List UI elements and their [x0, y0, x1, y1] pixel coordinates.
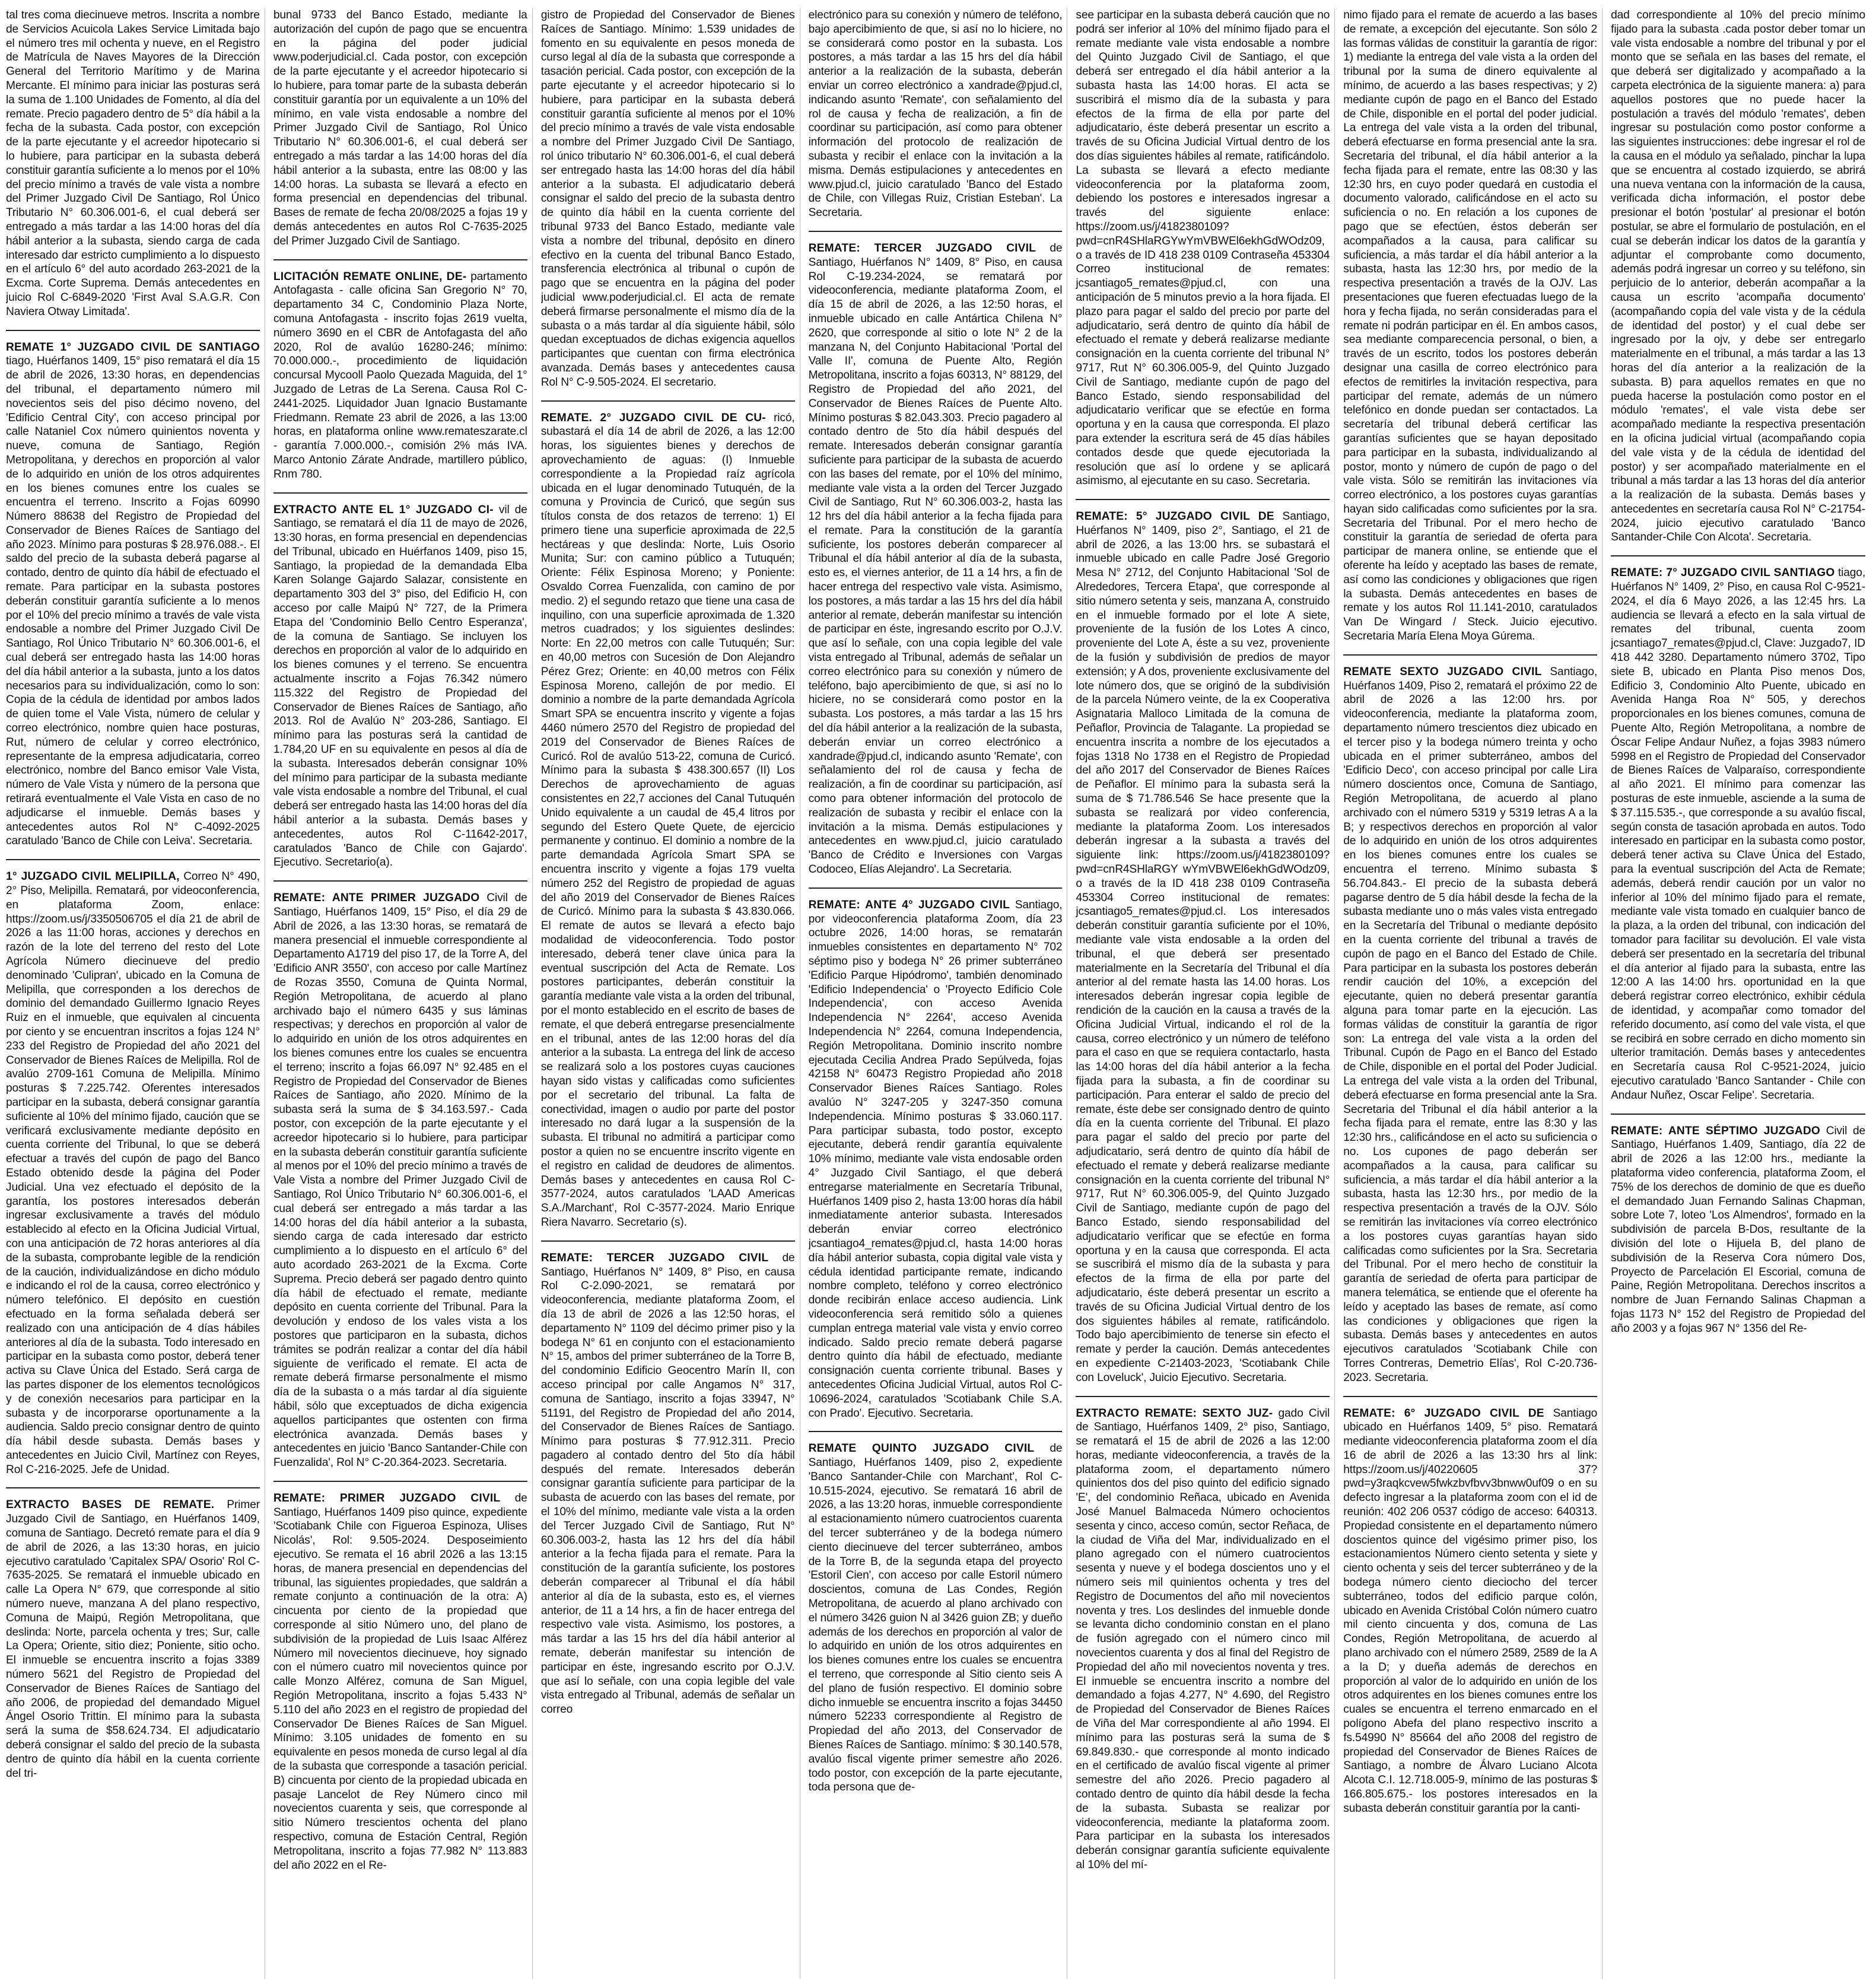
legal-notice — [541, 8, 795, 390]
notice-body: dad correspondiente al 10% del precio mínimo fijado para la subasta .cada postor deber tomar un vale vista endosable a nombre del tribunal y por el monto que se señala en las bases del remate, el que deberá ser digitalizado y acompañado a la carpeta electrónica de la siguiente manera: a) para aquellos postores que no puede hacer la postulación a través del módulo 'remates', deben ingresar su postulación como postor conforme a las siguientes instrucciones: debe ingresar el rol de la causa en el módulo ya señalado, pinchar la lupa que se encuentra al costado izquierdo, se abrirá una nueva ventana con la información de la causa, verificada dicha información, el postor debe presionar el botón 'postular' al presionar el botón postular, se abre el formulario de postulación, en el cual se deberán indicar los datos de la garantía y adjuntar el comprobante como documento, además podrá ingresar un correo y su teléfono, sin perjuicio de lo anterior, deberán acompañar a la causa un escrito 'acompaña documento' (acompañando copia del vale vista y de la cédula de identidad del postor) y el cual debe ser ingresado por la ojv, y debe ser entregarlo materialmente en el tribunal, a más tardar a las 13 horas del día anterior a la realización de la subasta. B) para aquellos remates en que no pueda hacerse la postulación como postor en el módulo 'remates', el vale vista debe ser acompañado mediante la respectiva presentación en la oficina judicial virtual (acompañando copia del vale vista y de la cédula de identidad del postor) y ser acompañado materialmente en el tribunal a más tardar a las 13 horas del día anterior a la realización de la subasta. Demás bases y antecedentes en secretaría causa Rol N° C-21754-2024, juicio ejecutivo caratulado 'Banco Santander-Chile Con Alcota'. Secretaria. — [1611, 9, 1865, 544]
notice-divider — [274, 259, 527, 260]
notice-body: Santiago, Huérfanos 1409, Piso 2, rematará el próximo 22 de abril de 2026 a las 12:00 hrs. por videoconferencia, mediante la plataforma zoom, departamento número trescientos diez ubicado en el tercer piso y la bodega número treinta y ocho ubicada en el primer subterráneo, ambos del 'Edificio Deco', con acceso principal por calle Lira número doscientos once, Comuna de Santiago, Región Metropolitana, de acuerdo al plano archivado con el número 5319 y 5319 letras A a la B; y respectivos derechos en proporción al valor de lo adquirido en unión de los otros adquirentes en los bienes comunes entre los cuales se encuentra el terreno. Mínimo subasta $ 56.704.843.- El precio de la subasta deberá pagarse dentro de 5 día hábil desde la fecha de la subasta mediante uno o más vales vista entregado en la Secretaría del Tribunal o mediante depósito en la cuenta corriente del tribunal a través de cupón de pago en el Banco del Estado de Chile. Para participar en la subasta los postores deberán rendir caución del 10%, a excepción del ejecutante, quien no deberá presentar garantía alguna para tomar parte en la ejecución. Las formas válidas de constituir la garantía de rigor son: La entrega del vale vista a la orden del Tribunal. Cupón de Pago en el Banco del Estado de Chile, disponible en el portal del Poder Judicial. La entrega del vale vista a la orden del Tribunal, deberá efectuarse en forma presencial ante la Sra. Secretaria del Tribunal el día hábil anterior a la fecha fijada para el remate, entre las 8:30 y las 12:30 hrs., calificándose en el acto su suficiencia o no. Los cupones de pago deberán ser acompañados a la causa, para calificar su suficiencia, a más tardar el día hábil anterior a la subasta, hasta las 12:30 hrs., por medio de la respectiva presentación a través de la OJV. Sólo se remitirán las invitaciones vía correo electrónico a los postores cuyas garantías hayan sido calificadas como suficientes por la Sra. Secretaria del Tribunal. Por el mero hecho de constituir la garantía de seriedad de oferta para participar de manera telemática, se entiende que el oferente ha leído y aceptado las bases de remate, así como las condiciones y obligaciones que rigen la subasta. Demás bases y antecedentes en autos ejecutivos caratulados 'Scotiabank Chile con Torres Contreras, Demetrio Elías', Rol C-20.736-2023. Secretaria. — [1343, 665, 1598, 1384]
notice-body: de Santiago, Huérfanos 1409 piso quince, expediente 'Scotiabank Chile con Figueroa Espinoza, Ulises Nicolás', Rol: 9.505-2024. Desposeimiento ejecutivo. Se remata el 16 abril 2026 a las 13:15 horas, de manera presencial en dependencias del tribunal, las siguientes propiedades, que saldrán a remate conjunto a continuación de la otra: A) cincuenta por ciento de la propiedad que corresponde al sitio Número uno, del plano de subdivisión de la propiedad de Luis Isaac Alférez Número mil novecientos diecinueve, hoy signado con el número cuatro mil novecientos quince por calle Monzo Alférez, comuna de San Miguel, Región Metropolitana, inscrito a fojas 5.433 N° 5.110 del año 2023 en el registro de propiedad del Conservador De Bienes Raíces de San Miguel. Mínimo: 3.105 unidades de fomento en su equivalente en pesos moneda de curso legal al día de la subasta que corresponde a tasación pericial. B) cincuenta por ciento de la propiedad ubicada en pasaje Lancelot de Rey Número cinco mil novecientos cuarenta y seis, que corresponde al sitio Número trescientos ochenta del plano respectivo, comuna de Estación Central, Región Metropolitana, inscrito a fojas 77.982 N° 113.883 del año 2022 en el Re- — [273, 1491, 527, 1872]
notice-divider — [274, 492, 527, 494]
notice-divider — [6, 1487, 260, 1488]
notice-divider — [809, 887, 1063, 889]
notice-heading: REMATE. 2° JUZGADO CIVIL DE CU- — [540, 411, 766, 424]
notice-body: gado Civil de Santiago, Huérfanos 1409, 2° piso, Santiago, se rematará el 15 de abril de 2026 a las 12:00 horas, mediante videoconferencia, a través de la plataforma zoom, el departamento número quinientos dos del piso quinto del edificio signado 'E', del condominio Reñaca, ubicado en Avenida José Manuel Balmaceda Número ochocientos sesenta y cinco, acceso común, sector Reñaca, de la ciudad de Viña del Mar, individualizado en el plano agregado con el número cuatrocientos sesenta y nueve y el bodega doscientos uno y el número seis mil quinientos ochenta y tres del Registro de Documentos del año mil novecientos noventa y tres. Los deslindes del inmueble donde se levanta dicho condominio constan en el plano de fusión agregado con el número cinco mil novecientos cuarenta y dos al final del Registro de Propiedad del año mil novecientos noventa y tres. El inmueble se encuentra inscrito a nombre del demandado a fojas 4.277, N° 4.690, del Registro de Propiedad del Conservador de Bienes Raíces de Viña del Mar correspondiente al año 1994. El mínimo para las posturas será la suma de $ 69.849.830.- que corresponde al monto indicado en el certificado de avalúo fiscal vigente al primer semestre del año 2026. Precio pagadero al contado dentro de quinto día hábil desde la fecha de la subasta. Subasta se realizar por videoconferencia, mediante la plataforma zoom. Para participar en la subasta los interesados deberán consignar garantía suficiente equivalente al 10% del mí- — [1076, 1407, 1330, 1871]
legal-notice — [1343, 8, 1597, 644]
notice-body: ricó, subastará el día 14 de abril de 2026, a las 12:00 horas, los siguientes bienes y derechos de aprovechamiento de aguas: (I) Inmueble correspondiente a la Propiedad raíz agrícola ubicada en el lugar denominado Tutuquén, de la comuna y Provincia de Curicó, que según sus títulos consta de dos retazos de terreno: 1) El primero tiene una superficie aproximada de 22,5 hectáreas y que deslinda: Norte, Luis Osorio Munita; Sur: con camino público a Tutuquén; Oriente: Félix Espinosa Moreno; y Poniente: Osvaldo Correa Fuenzalida, con camino de por medio. 2) el segundo retazo que tiene una casa de inquilino, con una superficie aproximada de 1.320 metros cuadrados; y los siguientes deslindes: Norte: En 22,00 metros con calle Tutuquén; Sur: en 40,00 metros con Sucesión de Don Alejandro Pérez Grez; Oriente: en 40,00 metros con Félix Espinosa Moreno, callejón de por medio. El dominio a nombre de la parte demandada Agrícola Smart SPA se encuentra inscrito y vigente a fojas 4460 número 2570 del Registro de propiedad del 2019 del Conservador de Bienes Raíces de Curicó. Rol de avalúo 513-22, comuna de Curicó. Mínimo para la subasta $ 438.300.657 (II) Los Derechos de aprovechamiento de aguas consistentes en 22,7 acciones del Canal Tutuquén Unido equivalente a un caudal de 45,4 litros por segundo del Estero Quete Quete, de ejercicio permanente y continuo. El dominio a nombre de la parte demandada Agrícola Smart SPA se encuentra inscrito y vigente a fojas 179 vuelta número 252 del Registro de propiedad de aguas del año 2019 del Conservador de Bienes Raíces de Curicó. Mínimo para la subasta $ 43.830.066. El remate de autos se llevará a efecto bajo modalidad de videoconferencia. Todo postor interesado, deberá tener clave única para la eventual suscripción del Acta de Remate. Los postores participantes, deberán constituir la garantía mediante vale vista a la orden del tribunal, por el monto establecido en el escrito de bases de remate, el que deberá entregarse presencialmente en el tribunal, antes de las 12:00 horas del día anterior a la subasta. La entrega del link de acceso se realizará solo a los postores cuyas cauciones hayan sido vistas y calificadas como suficientes por el secretario del tribunal. La falta de conectividad, imagen o audio por parte del postor interesado no dará lugar a la suspensión de la subasta. El tribunal no admitirá a participar como postor a quien no se encuentre inscrito vigente en el registro en calidad de deudores de alimentos. Demás bases y antecedentes en causa Rol C-3577-2024, autos caratulados 'LAAD Americas S.A./Marchant', Rol C-3577-2024. Mario Enrique Riera Navarro. Secretario (s). — [540, 411, 795, 1229]
notice-heading: REMATE: TERCER JUZGADO CIVIL — [808, 241, 1036, 255]
notice-body: gistro de Propiedad del Conservador de Bienes Raíces de Santiago. Mínimo: 1.539 unidades de fomento en su equivalente en pesos moneda de curso legal al día de la subasta que corresponde a tasación pericial. Cada postor, con excepción de la parte ejecutante y el acreedor hipotecario si lo hubiere, para participar en la subasta deberá constituir garantía suficiente al menos por el 10% del precio mínimo a través de vale vista endosable a nombre del Primer Juzgado Civil De Santiago, rol único tributario N° 60.306.001-6, el cual deberá ser entregado hasta las 14:00 horas del día hábil anterior a la subasta. El adjudicatario deberá consignar el saldo del precio de la subasta dentro de quinto día hábil en la cuenta corriente del tribunal 9733 del Banco Estado, mediante vale vista a nombre del tribunal, depósito en dinero efectivo en la cuenta del tribunal Banco Estado, transferencia electrónica al tribunal o cupón de pago que se encuentra en la página del poder judicial www.poderjudicial.cl. El acta de remate deberá firmarse personalmente el mismo día de la subasta o a más tardar al día siguiente hábil, sólo quedan exceptuados de dichas exigencia aquellos participantes que cuentan con firma electrónica avanzada. Demás bases y antecedentes causa Rol N° C-9.505-2024. El secretario. — [540, 9, 795, 389]
notice-column-2 — [274, 8, 533, 1979]
notice-column-4 — [809, 8, 1068, 1979]
notice-body: nimo fijado para el remate de acuerdo a las bases de remate, a excepción del ejecutante. Son sólo 2 las formas válidas de constituir la garantía de rigor: 1) mediante la entrega del vale vista a la orden del tribunal por la suma de dinero equivalente al mínimo, de acuerdo a las bases respectivas; y 2) mediante cupón de pago en el Banco del Estado de Chile, disponible en el portal del poder judicial. La entrega del vale vista a la orden del tribunal, deberá efectuarse en forma presencial ante la sra. Secretaria del tribunal, el día hábil anterior a la fecha fijada para el remate, entre las 08:30 y las 12:30 hrs, en cuyo poder quedará en custodia el documento valorado, calificándose en el acto su suficiencia o no. En relación a los cupones de pago que se efectúen, éstos deberán ser acompañados a la causa, para calificar su suficiencia, a más tardar el día hábil anterior a la subasta, hasta las 12:30 hrs, por medio de la respectiva presentación a través de la OJV. Las presentaciones que fueren efectuadas luego de la hora y fecha fijada, no serán consideradas para el remate ni podrán participar en él. En ambos casos, sea mediante comparecencia personal, o bien, a través de un escrito, todos los postores deberán designar una casilla de correo electrónico para efectos de remitirles la invitación respectiva, para participar del remate, además de un número telefónico en donde puedan ser contactados. La secretaría del tribunal deberá certificar las garantías suficientes que se hayan depositado para participar en la subasta, individualizando al postor, monto y número de cupón de pago o del vale vista. Sólo se remitirán las invitaciones vía correo electrónico, a los postores cuyas garantías hayan sido calificadas como suficientes por la sra. Secretaria del Tribunal. Por el mero hecho de constituir la garantía de seriedad de oferta para participar de manera online, se entiende que el oferente ha leído y aceptado las bases de remate, así como las condiciones y obligaciones que rigen la subasta. Demás antecedentes en bases de remate y los autos Rol 11.141-2010, caratulados Van De Wingard / Steck. Juicio ejecutivo. Secretaria María Elena Moya Gúrema. — [1343, 9, 1598, 643]
notice-body: de Santiago, Huérfanos N° 1409, 8° Piso, en causa Rol C-19.234-2024, se rematará por videoconferencia, mediante plataforma Zoom, el día 15 de abril de 2026, a las 12:50 horas, el inmueble ubicado en calle Antártica Chilena N° 2620, que corresponde al sitio o lote N° 2 de la manzana N, del Conjunto Habitacional 'Portal del Valle II', comuna de Puente Alto, Región Metropolitana, inscrito a fojas 60313, N° 88129, del Registro de Propiedad del año 2021, del Conservador de Bienes Raíces de Puente Alto. Mínimo posturas $ 82.043.303. Precio pagadero al contado dentro de 5to día hábil después del remate. Interesados deberán consignar garantía suficiente para participar de la subasta de acuerdo con las bases del remate, por el 10% del mínimo, mediante vale vista a la orden del Tercer Juzgado Civil de Santiago, Rut N° 60.306.003-2, hasta las 12 hrs del día hábil anterior a la fecha fijada para el remate. Para la constitución de la garantía suficiente, los postores deberán comparecer al Tribunal el día hábil anterior al día de la subasta, esto es, el viernes anterior, de 11 a 14 hrs, a fin de hacer entrega del respectivo vale vista. Asimismo, los postores, a más tardar a las 15 hrs del día hábil anterior al remate, deberán manifestar su intención de participar en éste, ingresando escrito por O.J.V. que así lo señale, con una copia legible del vale vista entregado al Tribunal, además de señalar un correo electrónico para su conexión y número de teléfono, bajo apercibimiento de que, si así no lo hiciere, no se considerará como postor en la subasta. Los postores, a más tardar a las 15 hrs del día hábil anterior a la realización de la subasta, deberán enviar un correo electrónico a xandrade@pjud.cl, indicando asunto 'Remate', con señalamiento del rol de causa y fecha de realización, a fin de coordinar su participación, así como para obtener información del protocolo de realización de subasta y recibir el enlace con la invitación a la misma. Demás estipulaciones y antecedentes en www.pjud.cl, juicio caratulado 'Banco de Crédito e Inversiones con Vargas Codoceo, Elías Alejandro'. La Secretaria. — [808, 241, 1063, 876]
legal-notice — [541, 1251, 795, 1717]
legal-notice — [1343, 665, 1597, 1385]
notice-divider — [6, 330, 260, 331]
notice-body: Primer Juzgado Civil de Santiago, en Huérfanos 1409, comuna de Santiago. Decretó remate para el día 9 de abril de 2026, a las 13:30 horas, en juicio ejecutivo caratulado 'Capitalex SPA/ Osorio' Rol C-7635-2025. Se rematará el inmueble ubicado en calle La Opera N° 679, que corresponde al sitio número nueve, manzana A del plano respectivo, Comuna de Maipú, Región Metropolitana, que deslinda: Norte, parcela ochenta y tres; Sur, calle La Opera; Oriente, sitio diez; Poniente, sitio ocho. El inmueble se encuentra inscrito a fojas 3389 número 5621 del Registro de Propiedad del Conservador de Bienes Raíces de Santiago del año 2006, de propiedad del demandado Miguel Ángel Osorio Trittin. El mínimo para la subasta será la suma de $58.624.734. El adjudicatario deberá consignar el saldo del precio de la subasta dentro de quinto día hábil en la cuenta corriente del tri- — [6, 1499, 260, 1780]
notice-column-5 — [1076, 8, 1335, 1979]
notice-body: de Santiago, Huérfanos N° 1409, 8° Piso, en causa Rol C-2.090-2021, se rematará por videoconferencia, mediante plataforma Zoom, el día 13 de abril de 2026 a las 12:50 horas, el departamento N° 1109 del décimo primer piso y la bodega N° 61 en conjunto con el estacionamiento N° 15, ambos del primer subterráneo de la Torre B, del condominio Edificio Geocentro Marín II, con acceso principal por calle Angamos N° 317, comuna de Santiago, inscrito a fojas 33947, N° 51191, del Registro de Propiedad del año 2014, del Conservador de Bienes Raíces de Santiago. Mínimo para posturas $ 77.912.311. Precio pagadero al contado dentro del 5to día hábil después del remate. Interesados deberán consignar garantía suficiente para participar de la subasta de acuerdo con las bases del remate, por el 10% del mínimo, mediante vale vista a la orden del Tercer Juzgado Civil de Santiago, Rut N° 60.306.003-2, hasta las 12 hrs del día hábil anterior a la fecha fijada para el remate. Para la constitución de la garantía suficiente, los postores deberán comparecer al Tribunal el día hábil anterior al día de la subasta, esto es, el viernes anterior, de 11 a 14 hrs, a fin de hacer entrega del respectivo vale vista. Asimismo, los postores, a más tardar a las 15 hrs del día hábil anterior al remate, deberán manifestar su intención de participar en éste, ingresando escrito por O.J.V. que así lo señale, con una copia legible del vale vista entregado al Tribunal, además de señalar un correo — [540, 1251, 795, 1716]
notice-heading: REMATE: 5° JUZGADO CIVIL DE — [1076, 510, 1274, 523]
notice-divider — [1611, 555, 1865, 556]
notice-heading: REMATE: ANTE PRIMER JUZGADO — [273, 892, 480, 905]
notice-body: partamento Antofagasta - calle oficina San Gregorio N° 70, departamento 34 C, Condominio Plaza Norte, comuna Antofagasta - inscrito fojas 2619 vuelta, número 3690 en el CBR de Antofagasta del año 2020, Rol de avalúo 16280-246; mínimo: 70.000.000.-, procedimiento de liquidación concursal Mycooll Paolo Quezada Maguida, del 1° Juzgado de Letras de La Serena. Causa Rol C-2441-2025. Liquidador Juan Ignacio Bustamante Friedmann. Remate 23 abril de 2026, a las 13:00 horas, en plataforma online www.remateszarate.cl - garantía 7.000.000.-, comisión 2% más IVA. Marco Antonio Zárate Andrade, martillero público, Rnm 780. — [273, 270, 527, 481]
notice-body: de Santiago, Huérfanos 1409, piso 2, expediente 'Banco Santander-Chile con Marchant', Rol C-10.515-2024, ejecutivo. Se rematará 16 abril de 2026, a las 13:20 horas, inmueble correspondiente al estacionamiento número cuatrocientos cuarenta del tercer subterráneo y de la bodega número ciento diecinueve del tercer subterráneo, ambos de la Torre B, de la segunda etapa del proyecto 'Estoril Cien', con acceso por calle Estoril número doscientos, comuna de Las Condes, Región Metropolitana, de acuerdo al plano archivado con el número 3426 guion N al 3426 guion ZB; y dueño además de los derechos en proporción al valor de lo adquirido en unión de los otros adquirentes en los bienes comunes entre los cuales se encuentra el terreno, que corresponde al Sitio ciento seis A del plano de fusión respectivo. El dominio sobre dicho inmueble se encuentra inscrito a fojas 34450 número 52233 correspondiente al Registro de Propiedad del año 2013, del Conservador de Bienes Raíces de Santiago. mínimo: $ 30.140.578, avalúo fiscal vigente primer semestre año 2026. todo postor, con excepción de la parte ejecutante, toda persona que de- — [808, 1442, 1063, 1794]
notice-body: Santiago ubicado en Huérfanos 1409, 5° piso. Rematará mediante videoconferencia plataforma zoom el día 16 de abril de 2026 a las 13:30 hrs al link: https://zoom.us/j/40220605 37?pwd=y3raqkcvew5fwkzbvfbvv3bnww0uf09 o en su defecto ingresar a la plataforma zoom con el id de reunión: 402 206 0537 código de acceso: 640313. Propiedad consistente en el departamento número doscientos quince del vigésimo primer piso, los estacionamientos Número ciento setenta y siete y ciento ochenta y seis del tercer subterráneo y de la bodega número ciento dieciocho del tercer subterráneo, todos del edificio parque colón, ubicado en Avenida Cristóbal Colón número cuatro mil ciento cincuenta y dos, comuna de Las Condes, Región Metropolitana, de acuerdo al plano archivado con el número 2589, 2589 de la A a la D; y dueña además de derechos en proporción al valor de lo adquirido en unión de los otros adquirentes en los bienes comunes entre los cuales se encuentra el terreno enmarcado en el polígono Abefa del plano respectivo inscrito a fs.54990 N° 85664 del año 2008 del registro de propiedad del Conservador de Bienes Raíces de Santiago, a nombre de Álvaro Luciano Alcota Alcota C.I. 12.718.005-9, mínimo de las posturas $ 166.805.675.- los postores interesados en la subasta deberán constituir garantía por la canti- — [1343, 1407, 1598, 1815]
legal-notice — [274, 891, 527, 1470]
notice-heading: EXTRACTO ANTE EL 1° JUZGADO CI- — [273, 503, 494, 516]
legal-notice — [1611, 8, 1865, 545]
legal-notice — [809, 241, 1063, 877]
notice-divider — [809, 1431, 1063, 1432]
notice-divider — [274, 880, 527, 882]
notice-body: Civil de Santiago, Huérfanos 1409, 15° Piso, el día 29 de Abril de 2026, a las 13:30 horas, se rematará de manera presencial el inmueble correspondiente al Departamento A1719 del piso 17, de la Torre A, del 'Edificio ANR 3550', con acceso por calle Martínez de Rozas 3550, Comuna de Quinta Normal, Región Metropolitana, de acuerdo al plano archivado bajo el número 6435 y sus láminas respectivas; y derechos en proporción al valor de lo adquirido en unión de los otros adquirentes en los bienes comunes entre los cuales se encuentra el terreno; inscrito a fojas 66.097 N° 92.485 en el Registro de Propiedad del Conservador de Bienes Raíces de Santiago, año 2020. Mínimo de la subasta será la suma de $ 34.163.597.- Cada postor, con excepción de la parte ejecutante y el acreedor hipotecario si lo hubiere, para participar en la subasta deberán constituir garantía suficiente al menos por el 10% del precio mínimo a través de Vale Vista a nombre del Primer Juzgado Civil de Santiago, Rol Único Tributario N° 60.306.001-6, el cual deberá ser entregado a más tardar a las 14:00 horas del día hábil anterior a la subasta, siendo carga de cada interesado dar estricto cumplimiento a lo dispuesto en el artículo 6° del auto acordado 263-2021 de la Excma. Corte Suprema. Precio deberá ser pagado dentro quinto día hábil de efectuado el remate, mediante depósito en cuenta corriente del Tribunal. Para la devolución y endoso de los vales vista a los postores que participaron en la subasta, dichos trámites se podrán realizar a contar del día hábil siguiente de verificado el remate. El acta de remate deberá firmarse personalmente el mismo día de la subasta o a más tardar al día siguiente hábil, sólo que exceptuados de dicha exigencia aquellos participantes que ostenten con firma electrónica avanzada. Demás bases y antecedentes en juicio 'Banco Santander-Chile con Fuenzalida', Rol N° C-20.364-2023. Secretaria. — [273, 892, 527, 1469]
notice-heading: EXTRACTO BASES DE REMATE. — [6, 1499, 215, 1512]
legal-notice — [809, 8, 1063, 220]
notice-divider — [6, 859, 260, 860]
notice-body: Civil de Santiago, Huérfanos 1.409, Santiago, día 22 de abril de 2026 a las 12:00 hrs., mediante la plataforma video conferencia, plataforma Zoom, el 75% de los derechos de dominio de que es dueño el demandado Juan Fernando Salinas Chapman, sobre Lote 7, loteo 'Los Almendros', formado en la subdivisión de parcela B-Dos, resultante de la división del lote o Hijuela B, del plano de subdivisión de la Reserva Cora número Dos, Proyecto de Parcelación El Escorial, comuna de Paine, Región Metropolitana. Derechos inscritos a nombre de Juan Fernando Salinas Chapman a fojas 1173 N° 152 del Registro de Propiedad del año 2003 y a fojas 967 N° 1356 del Re- — [1611, 1124, 1865, 1335]
notice-column-3 — [541, 8, 800, 1979]
legal-notice — [274, 8, 527, 249]
legal-notice — [274, 503, 527, 870]
legal-notice — [1076, 1407, 1330, 1872]
notice-heading: REMATE: PRIMER JUZGADO CIVIL — [273, 1491, 501, 1504]
notice-heading: REMATE SEXTO JUZGADO CIVIL — [1343, 665, 1542, 678]
legal-notice — [809, 898, 1063, 1420]
notice-body: Santiago, por videoconferencia plataforma Zoom, día 23 octubre 2026, 14:00 horas, se rematarán inmuebles consistentes en departamento N° 702 séptimo piso y bodega N° 26 primer subterráneo 'Edificio Parque Hipódromo', también denominado 'Edificio Independencia' o 'Proyecto Edificio Cole Independencia', con acceso Avenida Independencia N° 2264', acceso Avenida Independencia N° 2264, comuna Independencia, Región Metropolitana. Dominio inscrito nombre ejecutada Cecilia Andrea Prado Sepúlveda, fojas 42158 N° 60473 Registro Propiedad año 2018 Conservador Bienes Raíces Santiago. Roles avalúo N° 3247-205 y 3247-350 comuna Independencia. Mínimo posturas $ 33.060.117. Para participar subasta, todo postor, excepto ejecutante, deberá rendir garantía equivalente 10% mínimo, mediante vale vista endosable orden 4° Juzgado Civil Santiago, el que deberá entregarse materialmente en Secretaría Tribunal, Huérfanos 1409 piso 2, hasta 13:00 horas día hábil inmediatamente anterior subasta. Interesados deberán enviar correo electrónico jcsantiago4_remates@pjud.cl, hasta 14:00 horas día hábil anterior subasta, copia digital vale vista y cédula identidad participante remate, indicando nombre completo, teléfono y correo electrónico donde recibirán enlace acceso audiencia. Link videoconferencia será remitido sólo a quienes cumplan entrega material vale vista y envío correo indicado. Saldo precio remate deberá pagarse dentro quinto día hábil de efectuado, mediante consignación cuenta corriente tribunal. Bases y antecedentes Oficina Judicial Virtual, autos Rol C-10696-2024, caratulados 'Scotiabank Chile S.A. con Prado'. Ejecutivo. Secretaria. — [808, 898, 1063, 1420]
notice-divider — [1343, 1396, 1597, 1397]
legal-notice — [6, 870, 260, 1477]
notice-divider — [274, 1481, 527, 1482]
legal-notice — [274, 1491, 527, 1873]
legal-notice — [1611, 1124, 1865, 1336]
legal-notice — [274, 270, 527, 482]
notice-column-1 — [6, 8, 265, 1979]
notice-heading: REMATE: ANTE 4° JUZGADO CIVIL — [808, 898, 1010, 911]
legal-notice — [1343, 1407, 1597, 1816]
legal-notice — [1076, 510, 1330, 1385]
legal-notice — [6, 341, 260, 849]
notice-body: see participar en la subasta deberá caución que no podrá ser inferior al 10% del mínimo fijado para el remate mediante vale vista endosable a nombre del Quinto Juzgado Civil de Santiago, el que deberá ser entregado el día hábil anterior a la subasta hasta las 14:00 horas. El acta se suscribirá el mismo día de la subasta y para efectos de la firma de ella por parte del adjudicatario, éste deberá presentar un escrito a través de su Oficina Judicial Virtual dentro de los dos días siguientes hábiles al remate, ratificándolo. La subasta se llevará a efecto mediante videoconferencia por la plataforma zoom, debiendo los postores e interesados ingresar a través del siguiente enlace: https://zoom.us/j/4182380109?pwd=cnR4SHlaRGYwYmVBWEl6ekhGdWOdz09, o a través de ID 418 238 0109 Contraseña 453304 Correo institucional de remates: jcsantiago5_remates@pjud.cl, con una anticipación de 5 minutos previo a la hora fijada. El plazo para pagar el saldo del precio por parte del adjudicatario, será dentro de quinto día hábil de efectuado el remate y deberá realizarse mediante consignación en la cuenta corriente del tribunal N° 9717, Rut N° 60.306.005-9, del Quinto Juzgado Civil de Santiago, mediante cupón de pago del Banco Estado, siendo responsabilidad del adjudicatario verificar que se efectúe en forma oportuna y en la causa que corresponda. El plazo para extender la escritura será de 45 días hábiles contados desde que quede ejecutoriada la resolución que así lo ordene y se aplicará asimismo, al ejecutante en su caso. Secretaria. — [1076, 9, 1330, 488]
notice-heading: REMATE 1° JUZGADO CIVIL DE SANTIAGO — [6, 341, 260, 354]
legal-notice — [6, 8, 260, 319]
notice-column-6 — [1343, 8, 1602, 1979]
legal-notice — [809, 1442, 1063, 1795]
notice-body: Correo N° 490, 2° Piso, Melipilla. Rematará, por videoconferencia, en plataforma Zoom, enlace: https://zoom.us/j/3350506705 el día 21 de abril de 2026 a las 11:00 horas, acciones y derechos en razón de la lote del terreno del resto del Lote Agrícola Número diecinueve del predio denominado 'Culipran', ubicado en la Comuna de Melipilla, que corresponden a los derechos de dominio del demandado Guillermo Ignacio Reyes Ruiz en el inmueble, que equivalen al cincuenta por ciento y se encuentran inscritos a fojas 124 N° 233 del Registro de Propiedad del año 2021 del Conservador de Bienes Raíces de Melipilla. Rol de avalúo 2709-161 Comuna de Melipilla. Mínimo posturas $ 7.225.742. Oferentes interesados participar en la subasta, deberá consignar garantía suficiente al 10% del mínimo fijado, caución que se verificará exclusivamente mediante depósito en cuenta corriente del Tribunal, lo que se deberá efectuar a través del cupón de pago del Banco Estado obtenido desde la página del Poder Judicial. Una vez efectuado el depósito de la garantía, los postores interesados deberán ingresar exclusivamente a través del módulo establecido al efecto en la Oficina Judicial Virtual, con una anticipación de 72 horas anteriores al día de la subasta, comprobante legible de la rendición de la caución, individualizándose en dicho módulo e indicando el rol de la causa, correo electrónico y número telefónico. El depósito en cuestión efectuado en la forma señalada deberá ser realizado con una anticipación de 4 días hábiles anteriores al día de la subasta. Todo interesado en participar en la subasta como postor, deberá tener activa su Clave Única del Estado. Será carga de las partes disponer de los elementos tecnológicos y de conexión necesarios para participar en la subasta y de incorporarse oportunamente a la audiencia. Saldo precio consignar dentro de quinto día hábil desde subasta. Demás bases y antecedentes en Juicio Civil, Martínez con Reyes, Rol C-216-2025. Jefe de Unidad. — [6, 870, 260, 1476]
notice-divider — [1076, 1396, 1330, 1397]
notice-body: tiago, Huérfanos N° 1409, 2° Piso, en causa Rol C-9521-2024, el día 6 Mayo 2026, a las 12:45 hrs. La audiencia se llevará a efecto en la sala virtual de remates del tribunal, cuenta zoom jcsantiago7_remates@pjud.cl, Clave: Juzgado7, ID 418 442 3280. Departamento número 3702, Tipo siete B, ubicado en Planta Piso menos Dos, Edificio 3, Condominio Alto Puente, ubicado en Avenida Hanga Roa N° 505, y derechos proporcionales en los bienes comunes, comuna de Puente Alto, Región Metropolitana, a nombre de Óscar Felipe Andaur Nuñez, a fojas 3983 número 5998 en el Registro de Propiedad del Conservador de Bienes Raíces de Valparaíso, correspondiente al año 2021. El mínimo para comenzar las posturas de este inmueble, asciende a la suma de $ 37.115.535.-, que corresponde a su avalúo fiscal, según consta de tasación aprobada en autos. Todo interesado en participar en la subasta como postor, deberá tener activa su Clave Única del Estado, para la eventual suscripción del Acta de Remate; además, deberá rendir caución por un valor no inferior al 10% del mínimo fijado para el remate, mediante vale vista tomado en cualquier banco de la plaza, a la orden del tribunal, con indicación del tomador para facilitar su devolución. El vale vista deberá ser presentado en la secretaría del tribunal el día anterior al fijado para la subasta, entre las 12:00 A las 14:00 hrs. oportunidad en la que deberá registrar correo electrónico, exhibir cédula de identidad, y acompañar como tomador del referido documento, así como del vale vista, el que se recibirá en sobre cerrado en dicho momento sin ulterior tramitación. Demás bases y antecedentes en Secretaría causa Rol C-9521-2024, juicio ejecutivo caratulado 'Banco Santander - Chile con Andaur Nuñez, Oscar Felipe'. Secretaria. — [1611, 567, 1866, 1102]
legal-notice — [1611, 566, 1865, 1102]
notice-body: tal tres coma diecinueve metros. Inscrita a nombre de Servicios Acuicola Lakes Service Limitada bajo el número tres mil ochenta y nueve, en el Registro de Matrícula de Naves Mayores de la Dirección General del Territorio Marítimo y de Marina Mercante. El mínimo para iniciar las posturas será la suma de 1.100 Unidades de Fomento, al día del remate. Precio pagadero dentro de 5° día hábil a la fecha de la subasta. Cada postor, con excepción de la parte ejecutante y el acreedor hipotecario si lo hubiere, para participar en la subasta deberá constituir garantía suficiente a lo menos por el 10% del precio mínimo a través de vale vista a nombre del Primer Juzgado Civil De Santiago, Rol Único Tributario N° 60.306.001-6, el cual deberá ser entregado a más tardar a las 14:00 horas del día hábil anterior a la subasta, siendo carga de cada interesado dar estricto cumplimiento a lo dispuesto en el artículo 6° del auto acordado 263-2021 de la Excma. Corte Suprema. Demás antecedentes en juicio Rol C-6849-2020 'First Aval S.A.G.R. Con Naviera Otway Limitada'. — [6, 9, 260, 318]
notice-heading: 1° JUZGADO CIVIL MELIPILLA, — [6, 870, 180, 883]
notice-divider — [541, 400, 795, 402]
notice-column-7 — [1611, 8, 1870, 1979]
legal-notice — [541, 411, 795, 1230]
notice-heading: REMATE QUINTO JUZGADO CIVIL — [808, 1442, 1035, 1455]
notice-heading: REMATE: 6° JUZGADO CIVIL DE — [1343, 1407, 1544, 1420]
notice-heading: LICITACIÓN REMATE ONLINE, DE- — [273, 270, 467, 283]
notice-divider — [541, 1240, 795, 1242]
notice-body: electrónico para su conexión y número de teléfono, bajo apercibimiento de que, si así no lo hiciere, no se considerará como postor en la subasta. Los postores, a más tardar a las 15 hrs del día hábil anterior a la realización de la subasta, deberán enviar un correo electrónico a xandrade@pjud.cl, indicando asunto 'Remate', con señalamiento del rol de causa y fecha de realización, a fin de coordinar su participación, así como para obtener información del protocolo de realización de subasta y recibir el enlace con la invitación a la misma. Demás estipulaciones y antecedentes en www.pjud.cl, juicio caratulado 'Banco del Estado de Chile, con Villegas Ruiz, Cristian Esteban'. La Secretaria. — [808, 9, 1063, 220]
legal-notice — [1076, 8, 1330, 488]
notice-body: tiago, Huérfanos 1409, 15° piso rematará el día 15 de abril de 2026, 13:30 horas, en dependencias del tribunal, el departamento número mil novecientos seis del piso décimo noveno, del 'Edificio Central City', con acceso principal por calle Nataniel Cox número quinientos noventa y nueve, comuna de Santiago, Región Metropolitana, y derechos en proporción al valor de lo adquirido en unión de los otros adquirentes en los bienes comunes entre los cuales se encuentra el terreno. Inscrito a Fojas 60990 Número 88638 del Registro de Propiedad del Conservador de Bienes Raíces de Santiago del año 2023. Mínimo para posturas $ 28.976.088.-. El saldo del precio de la subasta deberá pagarse al contado, dentro de quinto día hábil de efectuado el remate. Para participar en la subasta postores deberán constituir garantía suficiente a lo menos por el 10% del precio mínimo a través de vale vista endosable a nombre del Primer Juzgado Civil De Santiago, Rol Único Tributario N° 60.306.001-6, el cual deberá ser entregado hasta las 14:00 horas del día hábil anterior a la subasta, junto a los datos necesarios para su individualización, como lo son: Copia de la cédula de identidad por ambos lados de quien tome el Vale Vista, número de celular y correo electrónico, nombre quien hace posturas, Rut, número de celular y correo electrónico, representante de la empresa adjudicataria, correo electrónico, nombre del Banco emisor Vale Vista, número de Vale Vista y número de la persona que retirará eventualmente el Vale Vista en caso de no adjudicarse el inmueble. Demás bases y antecedentes autos Rol N° C-4092-2025 caratulado 'Banco de Chile con Leiva'. Secretaria. — [6, 355, 260, 848]
notice-heading: EXTRACTO REMATE: SEXTO JUZ- — [1076, 1407, 1273, 1420]
notice-heading: REMATE: 7° JUZGADO CIVIL SANTIAGO — [1611, 567, 1835, 580]
notice-divider — [1076, 499, 1330, 500]
notice-divider — [809, 231, 1063, 232]
notice-heading: REMATE: ANTE SÉPTIMO JUZGADO — [1611, 1124, 1821, 1137]
notice-heading: REMATE: TERCER JUZGADO CIVIL — [540, 1251, 769, 1264]
notice-body: vil de Santiago, se rematará el día 11 de mayo de 2026, 13:30 horas, en forma presencial en dependencias del Tribunal, ubicado en Huérfanos 1409, piso 15, Santiago, la propiedad de la demandada Elba Karen Solange Gajardo Salazar, consistente en departamento 303 del 3° piso, del Edificio H, con acceso por calle Maipú N° 727, de la Primera Etapa del 'Condominio Bello Centro Esperanza', de la comuna de Santiago. Se incluyen los derechos en proporción al valor de lo adquirido en los bienes comunes y el terreno. Se encuentra actualmente inscrito a Fojas 76.342 número 115.322 del Registro de Propiedad del Conservador de Bienes Raíces de Santiago, año 2013. Rol de Avalúo N° 203-286, Santiago. El mínimo para las posturas será la cantidad de 1.784,20 UF en su equivalente en pesos al día de la subasta. Interesados deberán consignar 10% del mínimo para participar de la subasta mediante vale vista endosable a nombre del Tribunal, el cual deberá ser entregado hasta las 14:00 horas del día hábil anterior a la subasta. Demás bases y antecedentes, autos Rol C-11642-2017, caratulados 'Banco de Chile con Gajardo'. Ejecutivo. Secretario(a). — [273, 503, 527, 869]
notice-divider — [1343, 654, 1597, 656]
legal-notice — [6, 1498, 260, 1780]
notice-divider — [1611, 1114, 1865, 1115]
notice-body: bunal 9733 del Banco Estado, mediante la autorización del cupón de pago que se encuentra en la página del poder judicial www.poderjudicial.cl. Cada postor, con excepción de la parte ejecutante y el acreedor hipotecario si lo hubiere, para tomar parte de la subasta deberán constituir garantía por un equivalente a un 10% del mínimo, en vale vista endosable a nombre del Primer Juzgado Civil de Santiago, Rol Único Tributario N° 60.306.001-6, el cual deberá ser entregado a más tardar a las 14:00 horas del día hábil anterior a la subasta, entre las 08:00 y las 14:00 horas. La subasta se llevará a efecto en forma presencial en dependencias del tribunal. Bases de remate de fecha 20/08/2025 a fojas 19 y demás antecedentes en autos Rol C-7635-2025 del Primer Juzgado Civil de Santiago. — [273, 9, 527, 247]
notice-body: Santiago, Huérfanos N° 1409, piso 2°, Santiago, el 21 de abril de 2026, a las 13:00 hrs. se subastará el inmueble ubicado en calle Padre José Gregorio Mesa N° 2712, del Conjunto Habitacional 'Sol de Alrededores, Tercera Etapa', que corresponde al sitio número setenta y seis, manzana A, construido en el inmueble formado por el lote A siete, proveniente de la fusión de los Lotes A cinco, proveniente del Lote A, éste a su vez, proveniente de la fusión y subdivisión de predios de mayor extensión; y A dos, proveniente exclusivamente del lote número dos, que se originó de la subdivisión de la parcela Número veinte, de la ex Cooperativa Asignataria Malloco Limitada de la comuna de Peñaflor, Provincia de Talagante. La propiedad se encuentra inscrita a nombre de los ejecutados a fojas 1318 No 1738 en el Registro de Propiedad del año 2017 del Conservador de Bienes Raíces de Peñaflor. El mínimo para la subasta será la suma de $ 71.786.546 Se hace presente que la subasta se realizará por video conferencia, mediante la plataforma Zoom. Los interesados deberán ingresar a la subasta a través del siguiente link: https://zoom.us/j/4182380109? pwd=cnR4SHlaRGY wYmVBWEl6ekhGdWOdz09, o a través de la ID 418 238 0109 Contraseña 453304 Correo institucional de remates: jcsantiago5_remates@pjud.cl. Los interesados deberán constituir garantía suficiente por el 10%, mediante vale vista endosable a la orden del tribunal, el que deberá ser presentado materialmente en la Secretaría del Tribunal el día anterior al del remate hasta las 14.00 horas. Los interesados deberán ingresar copia legible de rendición de la caución en la causa a través de la Oficina Judicial Virtual, indicando el rol de la causa, correo electrónico y un número de teléfono para el caso en que se requiera contactarlo, hasta las 14:00 horas del día hábil anterior a la fecha fijada para la subasta, a fin de coordinar su participación. Para enterar el saldo de precio del remate, éste debe ser consignado dentro de quinto día en la cuenta corriente del Tribunal. El plazo para pagar el saldo del precio por parte del adjudicatario, será dentro de quinto día hábil de efectuado el remate y deberá realizarse mediante consignación en la cuenta corriente del tribunal N° 9717, Rut N° 60.306.005-9, del Quinto Juzgado Civil de Santiago, mediante cupón de pago del Banco Estado, siendo responsabilidad del adjudicatario verificar que se efectúe en forma oportuna y en la causa que corresponda. El acta se suscribirá el mismo día de la subasta y para efectos de la firma de ella por parte del adjudicatario, éste deberá presentar un escrito a través de su Oficina Judicial Virtual dentro de los dos siguientes hábiles al remate, ratificándolo. Todo bajo apercibimiento de tenerse sin efecto el remate y perder la caución. Demás antecedentes en expediente C-21403-2023, 'Scotiabank Chile con Loveluck', Juicio Ejecutivo. Secretaria. — [1076, 510, 1330, 1384]
